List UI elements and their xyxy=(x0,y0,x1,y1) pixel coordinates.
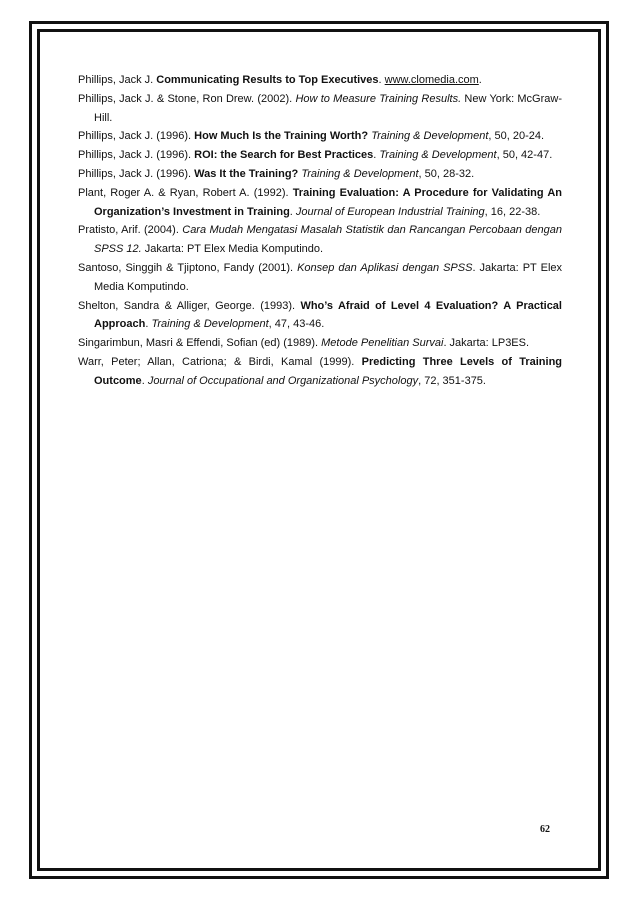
reference-text: Jakarta: PT Elex Media Komputindo. xyxy=(141,243,324,256)
reference-text: , 16, 22-38. xyxy=(484,205,541,218)
reference-text: , 50, 20-24. xyxy=(488,130,545,143)
reference-text: Pratisto, Arif. (2004). xyxy=(78,224,183,237)
page-number: 62 xyxy=(540,824,550,835)
reference-text: . xyxy=(373,149,380,162)
reference-entry xyxy=(78,184,562,222)
reference-entry xyxy=(78,165,562,184)
reference-text: ROI: the Search for Best Practices xyxy=(194,149,374,162)
reference-text: , 72, 351-375. xyxy=(418,374,486,387)
reference-text: Santoso, Singgih & Tjiptono, Fandy (2001). xyxy=(78,261,298,274)
reference-entry xyxy=(78,259,562,297)
reference-text: Konsep dan Aplikasi dengan SPSS xyxy=(297,261,473,274)
reference-text: How Much Is the Training Worth? xyxy=(194,130,369,143)
reference-text: . Jakarta: PT Elex Media Komputindo. xyxy=(94,261,563,293)
reference-list xyxy=(78,71,562,391)
reference-text: Training Evaluation: A Procedure for Validating An Organization’s Investment in Training xyxy=(94,186,562,218)
reference-text: . Jakarta: LP3ES. xyxy=(443,337,530,350)
reference-entry xyxy=(78,297,562,335)
reference-text: . xyxy=(145,318,152,331)
reference-text: , 50, 28-32. xyxy=(418,167,475,180)
reference-text: . xyxy=(141,374,148,387)
reference-text: How to Measure Training Results. xyxy=(295,92,462,105)
reference-text: Cara Mudah Mengatasi Masalah Statistik dan Rancangan Percobaan dengan SPSS 12. xyxy=(94,224,562,256)
reference-text: , 47, 43-46. xyxy=(268,318,325,331)
reference-text: Phillips, Jack J. xyxy=(78,74,157,86)
reference-text: . xyxy=(478,74,482,86)
reference-text: Who’s Afraid of Level 4 Evaluation? A Practical Approach xyxy=(94,299,562,331)
reference-text: Training & Development xyxy=(151,318,269,331)
reference-text: Warr, Peter; Allan, Catriona; & Birdi, Kamal (1999). xyxy=(78,355,362,368)
reference-text: . xyxy=(378,74,385,86)
reference-text: Training & Development xyxy=(301,167,419,180)
reference-text: New York: McGraw-Hill. xyxy=(94,92,562,124)
reference-text: Training & Development xyxy=(371,130,489,143)
reference-text: Metode Penelitian Survai xyxy=(321,337,444,350)
reference-link[interactable]: www.clomedia.com xyxy=(384,74,479,86)
reference-text: Phillips, Jack J. & Stone, Ron Drew. (2002). xyxy=(78,92,296,105)
reference-text: Shelton, Sandra & Alliger, George. (1993). xyxy=(78,299,301,312)
reference-entry xyxy=(78,71,562,90)
reference-text: . xyxy=(289,205,296,218)
reference-text: Was It the Training? xyxy=(194,167,299,180)
reference-text: Journal of Occupational and Organizational Psychology xyxy=(147,374,419,387)
reference-text: Journal of European Industrial Training xyxy=(295,205,485,218)
reference-entry xyxy=(78,90,562,128)
reference-entry xyxy=(78,353,562,391)
reference-text: , 50, 42-47. xyxy=(496,149,553,162)
reference-entry xyxy=(78,221,562,259)
reference-entry xyxy=(78,127,562,146)
reference-text: Predicting Three Levels of Training Outcome xyxy=(94,355,563,387)
reference-text: Phillips, Jack J. (1996). xyxy=(78,130,195,143)
reference-entry xyxy=(78,146,562,165)
reference-text: Training & Development xyxy=(379,149,497,162)
reference-text: Singarimbun, Masri & Effendi, Sofian (ed) (1989). xyxy=(78,337,322,350)
reference-text: Communicating Results to Top Executives xyxy=(156,74,379,86)
reference-text: Phillips, Jack J. (1996). xyxy=(78,167,195,180)
reference-text: Plant, Roger A. & Ryan, Robert A. (1992). xyxy=(78,186,293,199)
reference-entry xyxy=(78,334,562,353)
reference-text: Phillips, Jack J. (1996). xyxy=(78,149,195,162)
